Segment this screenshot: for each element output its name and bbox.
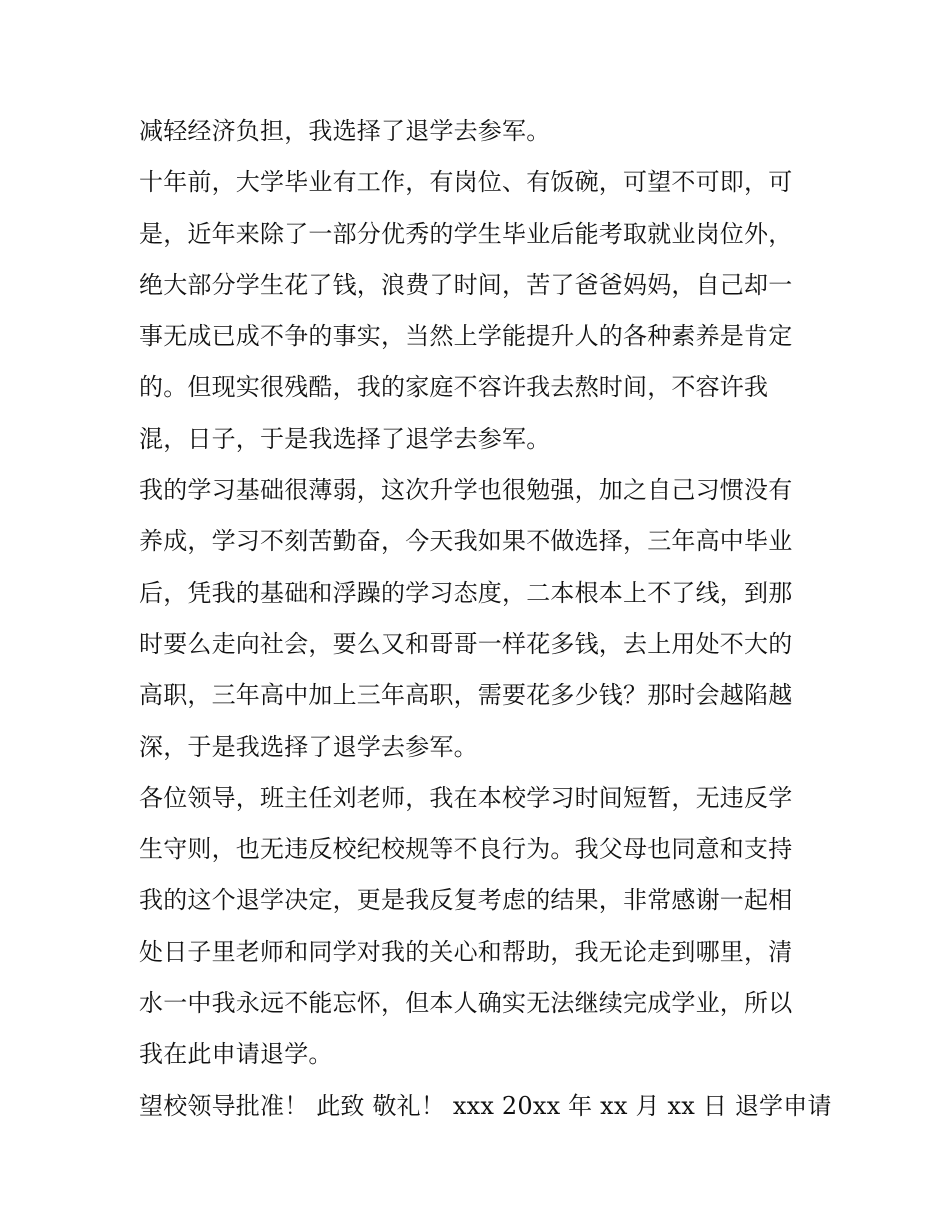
text-line: 事无成已成不争的事实，当然上学能提升人的各种素养是肯定 bbox=[139, 322, 793, 351]
text-line: 高职，三年高中加上三年高职，需要花多少钱？那时会越陷越 bbox=[139, 681, 793, 710]
text-line: 时要么走向社会，要么又和哥哥一样花多钱，去上用处不大的 bbox=[139, 629, 793, 658]
text-line: 十年前，大学毕业有工作，有岗位、有饭碗，可望不可即，可 bbox=[139, 168, 793, 197]
text-line: 处日子里老师和同学对我的关心和帮助，我无论走到哪里，清 bbox=[139, 937, 793, 966]
text-line: 是，近年来除了一部分优秀的学生毕业后能考取就业岗位外， bbox=[139, 219, 793, 248]
text-line: 的。但现实很残酷，我的家庭不容许我去熬时间，不容许我 bbox=[139, 373, 769, 402]
text-line: 减轻经济负担，我选择了退学去参军。 bbox=[139, 117, 551, 145]
text-line: 后，凭我的基础和浮躁的学习态度，二本根本上不了线，到那 bbox=[139, 578, 793, 607]
text-line: 绝大部分学生花了钱，浪费了时间，苦了爸爸妈妈，自己却一 bbox=[139, 270, 793, 299]
text-line: 我的这个退学决定，更是我反复考虑的结果，非常感谢一起相 bbox=[139, 886, 793, 915]
text-line: 养成，学习不刻苦勤奋，今天我如果不做选择，三年高中毕业 bbox=[139, 527, 793, 556]
text-line: 生守则，也无违反校纪校规等不良行为。我父母也同意和支持 bbox=[139, 835, 793, 864]
document-body bbox=[139, 106, 832, 1132]
text-line: 我在此申请退学。 bbox=[139, 1040, 333, 1069]
text-line: 混，日子，于是我选择了退学去参军。 bbox=[139, 424, 551, 453]
text-line: 水一中我永远不能忘怀，但本人确实无法继续完成学业，所以 bbox=[139, 989, 793, 1018]
text-line: 各位领导，班主任刘老师，我在本校学习时间短暂，无违反学 bbox=[139, 783, 793, 812]
text-line: 我的学习基础很薄弱，这次升学也很勉强，加之自己习惯没有 bbox=[139, 476, 793, 505]
text-line: 望校领导批准！ 此致 敬礼！ xxx 20xx 年 xx 月 xx 日 退学申请 bbox=[139, 1091, 832, 1120]
text-line: 深，于是我选择了退学去参军。 bbox=[139, 732, 478, 761]
